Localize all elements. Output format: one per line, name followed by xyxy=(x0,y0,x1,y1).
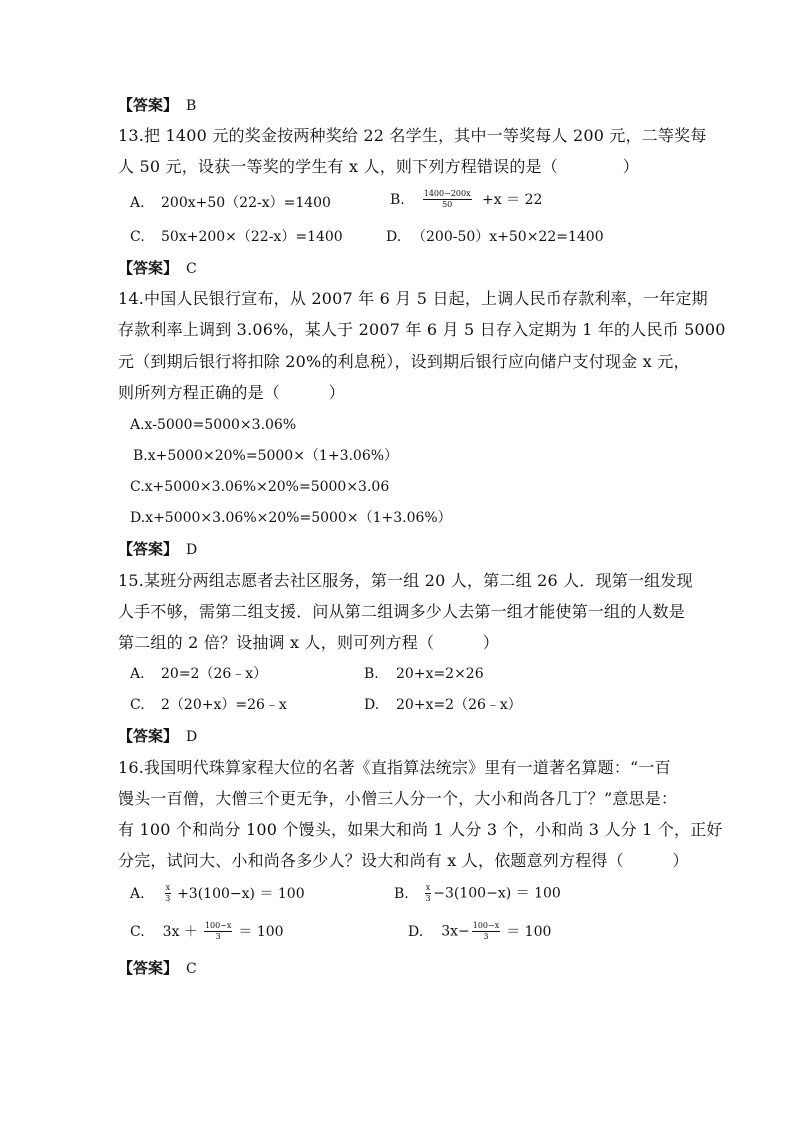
q13-option-b xyxy=(390,190,542,209)
answer-line-12 xyxy=(118,98,196,113)
fraction xyxy=(472,922,500,941)
q16-option-c xyxy=(130,922,284,941)
option-label: D. xyxy=(408,923,424,940)
q16-text-line-2: 馒头一百僧，大僧三个更无争，小僧三人分一个，大小和尚各几丁？”意思是： xyxy=(118,789,678,808)
option-text: −3(100−x) ＝ 100 xyxy=(433,885,561,902)
fraction-denominator: 3 xyxy=(215,932,221,941)
option-text: 20+x=2×26 xyxy=(396,666,484,682)
q14-text-line-4: 则所列方程正确的是（ ） xyxy=(118,383,345,402)
answer-tag: 【答案】 xyxy=(118,959,179,977)
option-text: ＝ 100 xyxy=(506,923,552,940)
answer-tag: 【答案】 xyxy=(118,727,179,745)
q14-option-b: B.x+5000×20%=5000×（1+3.06%） xyxy=(133,448,399,464)
answer-tag: 【答案】 xyxy=(118,259,179,277)
option-text-prefix: 3x− xyxy=(441,923,470,940)
option-text: 200x+50（22-x）=1400 xyxy=(161,195,331,211)
option-text: （200-50）x+50×22=1400 xyxy=(412,229,604,245)
fraction-numerator: 1400−200x xyxy=(423,189,471,198)
q14-option-c: C.x+5000×3.06%×20%=5000×3.06 xyxy=(130,479,390,495)
fraction-numerator: 100−x xyxy=(204,921,232,930)
option-text: 20+x=2（26﹣x） xyxy=(396,697,522,713)
answer-value: C xyxy=(186,261,197,277)
q16-option-d xyxy=(408,922,551,941)
answer-line-15 xyxy=(118,729,197,744)
fraction xyxy=(204,922,232,941)
option-label: B. xyxy=(364,666,379,682)
option-text: +3(100−x) ＝ 100 xyxy=(177,885,305,902)
answer-value: B xyxy=(186,98,197,114)
option-label: B. xyxy=(394,885,409,902)
option-label: A. xyxy=(130,885,145,902)
fraction-denominator: 3 xyxy=(425,894,431,903)
answer-line-16 xyxy=(118,961,197,976)
q16-text-line-3: 有 100 个和尚分 100 个馒头，如果大和尚 1 人分 3 个，小和尚 3 人分 1 个，正好 xyxy=(118,820,723,839)
option-label: C. xyxy=(130,697,145,713)
q15-text-line-1: 15.某班分两组志愿者去社区服务，第一组 20 人，第二组 26 人．现第一组发现 xyxy=(118,571,693,590)
q14-text-line-1: 14.中国人民银行宣布，从 2007 年 6 月 5 日起，上调人民币存款利率，一年定期 xyxy=(118,289,708,308)
answer-tag: 【答案】 xyxy=(118,96,179,114)
option-label: D. xyxy=(364,697,380,713)
fraction-numerator: 100−x xyxy=(472,921,500,930)
q15-text-line-2: 人手不够，需第二组支援．问从第二组调多少人去第一组才能使第一组的人数是 xyxy=(118,602,686,621)
fraction xyxy=(425,884,432,903)
option-label: D. xyxy=(386,229,402,245)
q14-text-line-3: 元（到期后银行将扣除 20%的利息税），设到期后银行应向储户支付现金 x 元， xyxy=(118,352,690,371)
answer-value: D xyxy=(186,542,198,558)
fraction-numerator: x xyxy=(425,883,431,892)
option-text: 20=2（26﹣x） xyxy=(161,666,268,682)
option-text-prefix: 3x ＋ xyxy=(162,923,198,940)
answer-value: C xyxy=(186,961,197,977)
option-label: C. xyxy=(130,923,145,940)
answer-line-14 xyxy=(118,542,197,557)
answer-line-13 xyxy=(118,261,197,276)
q14-option-a: A.x-5000=5000×3.06% xyxy=(130,417,297,433)
fraction-denominator: 50 xyxy=(442,200,453,209)
q16-option-b xyxy=(394,884,561,903)
fraction xyxy=(423,190,472,209)
q13-text-line-2: 人 50 元，设获一等奖的学生有 x 人，则下列方程错误的是（ ） xyxy=(118,157,639,176)
option-label: C. xyxy=(130,229,145,245)
q16-option-a xyxy=(130,884,305,903)
answer-tag: 【答案】 xyxy=(118,540,179,558)
option-label: B. xyxy=(390,191,405,208)
q16-text-line-1: 16.我国明代珠算家程大位的名著《直指算法统宗》里有一道著名算题：“一百 xyxy=(118,758,671,777)
option-text: 50x+200×（22-x）=1400 xyxy=(161,229,343,245)
option-label: A. xyxy=(130,666,145,682)
answer-value: D xyxy=(186,729,198,745)
q14-option-d: D.x+5000×3.06%×20%=5000×（1+3.06%） xyxy=(130,510,452,526)
q13-text-line-1: 13.把 1400 元的奖金按两种奖给 22 名学生，其中一等奖每人 200 元，二等奖每 xyxy=(118,126,707,145)
q14-text-line-2: 存款利率上调到 3.06%，某人于 2007 年 6 月 5 日存入定期为 1 年的人民币 5000 xyxy=(118,320,726,339)
option-text: ＝ 100 xyxy=(238,923,284,940)
q16-text-line-4: 分完，试问大、小和尚各多少人？设大和尚有 x 人，依题意列方程得（ ） xyxy=(118,851,689,870)
option-text: +x ＝ 22 xyxy=(482,191,543,208)
fraction-denominator: 3 xyxy=(483,932,489,941)
q15-text-line-3: 第二组的 2 倍？设抽调 x 人，则可列方程（ ） xyxy=(118,633,499,652)
option-label: A. xyxy=(130,195,145,211)
option-text: 2（20+x）=26﹣x xyxy=(161,697,287,713)
fraction-numerator: x xyxy=(165,883,171,892)
fraction xyxy=(165,884,172,903)
fraction-denominator: 3 xyxy=(165,894,171,903)
